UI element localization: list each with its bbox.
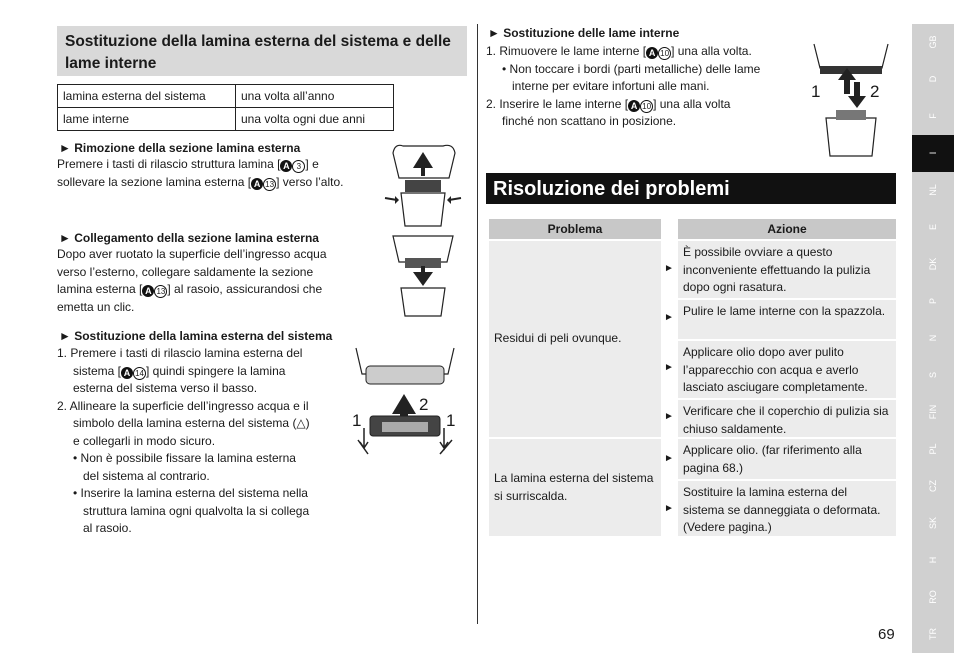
troubleshooting-banner: Risoluzione dei problemi (486, 173, 896, 204)
language-tab-label: N (928, 335, 938, 342)
column-header-azione: Azione (678, 219, 896, 239)
figure-label-2: 2 (870, 82, 880, 101)
language-tab-label: PL (928, 443, 938, 455)
language-tab-p[interactable] (912, 283, 954, 320)
language-tab-label: I (928, 151, 938, 155)
text: sistema [ (73, 363, 122, 378)
language-tab-tr[interactable] (912, 616, 954, 653)
ref-number: 10 (640, 100, 653, 113)
language-tab-ro[interactable] (912, 579, 954, 616)
subheading-lame-interne: ► Sostituzione delle lame interne (488, 26, 680, 40)
text: finché non scattano in posizione. (502, 114, 677, 128)
language-tab-label: S (928, 372, 938, 379)
language-tab-label: D (928, 76, 938, 83)
language-tab-label: CZ (928, 480, 938, 493)
bullet-text: • Inserire la lamina esterna del sistema nella (73, 486, 308, 500)
page-number: 69 (878, 626, 895, 643)
language-tab-label: GB (928, 35, 938, 49)
ref-number: 14 (133, 367, 146, 380)
language-tab-h[interactable] (912, 542, 954, 579)
text: 2. Inserire le lame interne [ (486, 96, 629, 111)
language-tab-label: E (928, 224, 938, 231)
paragraph-sostituzione-lamina (57, 345, 347, 538)
paragraph-rimozione (57, 156, 387, 191)
language-tab-s[interactable] (912, 357, 954, 394)
language-tab-e[interactable] (912, 209, 954, 246)
text: al rasoio. (83, 521, 132, 535)
text: verso l’esterno, collegare saldamente la sezione (57, 264, 314, 279)
shaver-removal-illustration (383, 138, 463, 228)
figure-label-1: 1 (446, 411, 456, 430)
figure-label-1: 1 (352, 411, 362, 430)
foil-replacement-illustration (348, 344, 463, 462)
column-header-problema: Problema (489, 219, 661, 239)
ref-a-icon: A (142, 285, 154, 297)
arrow-icon: ► (664, 453, 674, 464)
language-tab-sk[interactable] (912, 505, 954, 542)
ref-number: 13 (263, 178, 276, 191)
subheading-rimozione: ► Rimozione della sezione lamina esterna (59, 141, 301, 155)
language-tab-label: F (928, 113, 938, 119)
ref-a-icon: A (251, 178, 263, 190)
ref-a-icon: A (121, 367, 133, 379)
ref-a-icon: A (646, 47, 658, 59)
problem-cell (489, 439, 661, 536)
subheading-sostituzione-lamina: ► Sostituzione della lamina esterna del sistema (59, 329, 333, 343)
language-tab-label: SK (928, 517, 938, 530)
ref-number: 3 (292, 160, 305, 173)
language-tab-label: H (928, 557, 938, 564)
ref-number: 10 (658, 47, 671, 60)
language-tab-label: DK (928, 257, 938, 271)
arrow-icon: ► (664, 312, 674, 323)
text: La lamina esterna del sistema si surriscalda. (494, 471, 654, 503)
action-cell: Verificare che il coperchio di pulizia sia chiuso saldamente. (678, 400, 896, 437)
language-tab-label: NL (928, 184, 938, 197)
paragraph-collegamento (57, 246, 387, 316)
action-cell: Sostituire la lamina esterna del sistema se danneggiata o deformata. (Vedere pagina.) (678, 481, 896, 536)
bullet-text: • Non è possibile fissare la lamina esterna (73, 451, 296, 465)
bullet-text: • Non toccare i bordi (parti metalliche) delle lame (502, 61, 761, 76)
language-tab-n[interactable] (912, 320, 954, 357)
text: sollevare la sezione lamina esterna [ (57, 174, 252, 189)
text: ] e (305, 157, 319, 171)
shaver-attach-illustration (383, 228, 463, 318)
figure-label-1: 1 (811, 82, 821, 101)
action-cell: È possibile ovviare a questo inconveniente effettuando la pulizia dopo ogni rasatura. (678, 241, 896, 298)
table-row (58, 108, 394, 131)
table-row (58, 85, 394, 108)
section-title: Sostituzione della lamina esterna del sistema e delle lame interne (57, 26, 467, 76)
language-tab-label: RO (928, 590, 938, 604)
text: lamina esterna [ (57, 282, 143, 296)
table-cell: lamina esterna del sistema (58, 85, 236, 108)
action-cell: Applicare olio. (far riferimento alla pagina 68.) (678, 439, 896, 479)
text: esterna del sistema verso il basso. (73, 381, 258, 395)
text: struttura lamina ogni qualvolta la si collega (83, 503, 310, 518)
text: Dopo aver ruotato la superficie dell’ingresso acqua (57, 247, 327, 261)
action-cell: Applicare olio dopo aver pulito l’apparecchio con acqua e averlo lasciato asciugare completamente. (678, 341, 896, 398)
text: ] quindi spingere la lamina (146, 363, 286, 378)
table-cell: una volta all’anno (236, 85, 394, 108)
text: simbolo della lamina esterna del sistema (△) (73, 416, 310, 430)
ref-number: 13 (154, 285, 167, 298)
table-cell: una volta ogni due anni (236, 108, 394, 131)
language-tab-cz[interactable] (912, 468, 954, 505)
arrow-icon: ► (664, 503, 674, 514)
text: Premere i tasti di rilascio struttura lamina [ (57, 157, 281, 171)
ref-a-icon: A (628, 100, 640, 112)
language-tab-i[interactable] (912, 135, 954, 172)
text: ] al rasoio, assicurandosi che (167, 282, 323, 296)
paragraph-lame-interne (486, 43, 796, 131)
language-tab-gb[interactable] (912, 24, 954, 61)
problem-cell (489, 241, 661, 437)
subheading-collegamento: ► Collegamento della sezione lamina esterna (59, 231, 319, 245)
language-tabs (912, 24, 954, 653)
language-tab-d[interactable] (912, 61, 954, 98)
text: e collegarli in modo sicuro. (73, 433, 216, 448)
column-divider (477, 24, 478, 624)
text: emetta un clic. (57, 299, 135, 314)
language-tab-dk[interactable] (912, 246, 954, 283)
action-cell: Pulire le lame interne con la spazzola. (678, 300, 896, 339)
ref-a-icon: A (280, 160, 292, 172)
arrow-icon: ► (664, 362, 674, 373)
language-tab-nl[interactable] (912, 172, 954, 209)
text: interne per evitare infortuni alle mani. (512, 79, 710, 93)
table-cell: lame interne (58, 108, 236, 131)
text: ] una alla volta (653, 96, 731, 111)
step-1-text: 1. Premere i tasti di rilascio lamina esterna del (57, 346, 303, 360)
language-tab-label: FIN (928, 405, 938, 420)
text: 1. Rimuovere le lame interne [ (486, 44, 647, 58)
arrow-icon: ► (664, 411, 674, 422)
language-tab-fin[interactable] (912, 394, 954, 431)
language-tab-label: P (928, 298, 938, 305)
text: ] verso l’alto. (276, 174, 344, 189)
replacement-interval-table (57, 84, 394, 131)
language-tab-label: TR (928, 628, 938, 641)
text: del sistema al contrario. (83, 468, 210, 483)
step-2-text: 2. Allineare la superficie dell’ingresso acqua e il (57, 398, 309, 413)
text: ] una alla volta. (671, 44, 752, 58)
language-tab-pl[interactable] (912, 431, 954, 468)
text: Residui di peli ovunque. (494, 331, 622, 346)
language-tab-f[interactable] (912, 98, 954, 135)
figure-label-2: 2 (419, 395, 429, 414)
arrow-icon: ► (664, 263, 674, 274)
